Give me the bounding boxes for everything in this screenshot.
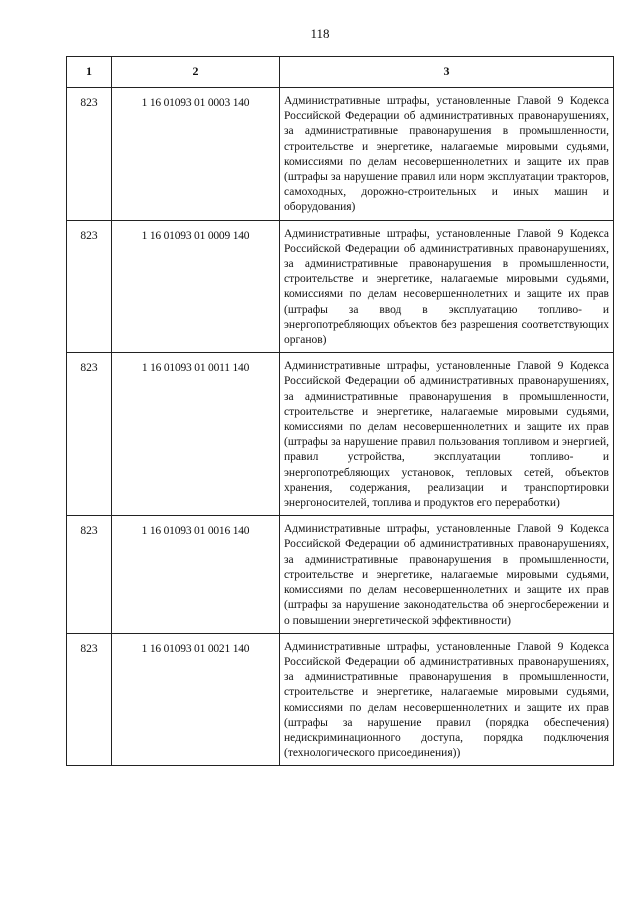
budget-code-cell: 1 16 01093 01 0016 140 (112, 516, 280, 633)
budget-code-cell: 1 16 01093 01 0009 140 (112, 220, 280, 353)
table-row (67, 516, 614, 633)
budget-code-cell: 1 16 01093 01 0003 140 (112, 88, 280, 221)
column-header-3: 3 (280, 57, 614, 88)
agency-code-cell: 823 (67, 516, 112, 633)
table-row (67, 633, 614, 766)
page-number: 118 (310, 26, 330, 41)
description-cell: Административные штрафы, установленные Главой 9 Кодекса Российской Федерации об административных правонарушениях, за административные правонарушения в промышленности, строительстве и энергетике, налагаемые мировыми судьями, комиссиями по делам несовершеннолетних и защите их прав (штрафы за нарушение законодательства об энергосбережении и о повышении энергетической эффективности) (280, 516, 614, 633)
budget-code-cell: 1 16 01093 01 0011 140 (112, 353, 280, 516)
agency-code-cell: 823 (67, 88, 112, 221)
table-header-row (67, 57, 614, 88)
description-cell: Административные штрафы, установленные Главой 9 Кодекса Российской Федерации об административных правонарушениях, за административные правонарушения в промышленности, строительстве и энергетике, налагаемые мировыми судьями, комиссиями по делам несовершеннолетних и защите их прав (штрафы за ввод в эксплуатацию топливо- и энергопотребляющих объектов без разрешения соответствующих органов) (280, 220, 614, 353)
table-row (67, 88, 614, 221)
table-row (67, 353, 614, 516)
column-header-2: 2 (112, 57, 280, 88)
description-cell: Административные штрафы, установленные Главой 9 Кодекса Российской Федерации об административных правонарушениях, за административные правонарушения в промышленности, строительстве и энергетике, налагаемые мировыми судьями, комиссиями по делам несовершеннолетних и защите их прав (штрафы за нарушение правил (порядка обеспечения) недискриминационного доступа, порядка подключения (технологического присоединения)) (280, 633, 614, 766)
agency-code-cell: 823 (67, 633, 112, 766)
agency-code-cell: 823 (67, 220, 112, 353)
budget-code-cell: 1 16 01093 01 0021 140 (112, 633, 280, 766)
description-cell: Административные штрафы, установленные Главой 9 Кодекса Российской Федерации об административных правонарушениях, за административные правонарушения в промышленности, строительстве и энергетике, налагаемые мировыми судьями, комиссиями по делам несовершеннолетних и защите их прав (штрафы за нарушение правил или норм эксплуатации тракторов, самоходных, дорожно-строительных и иных машин и оборудования) (280, 88, 614, 221)
agency-code-cell: 823 (67, 353, 112, 516)
column-header-1: 1 (67, 57, 112, 88)
description-cell: Административные штрафы, установленные Главой 9 Кодекса Российской Федерации об административных правонарушениях, за административные правонарушения в промышленности, строительстве и энергетике, налагаемые мировыми судьями, комиссиями по делам несовершеннолетних и защите их прав (штрафы за нарушение правил пользования топливом и энергией, правил устройства, эксплуатации топливо- и энергопотребляющих установок, тепловых сетей, объектов хранения, содержания, реализации и транспортировки энергоносителей, топлива и продуктов его переработки) (280, 353, 614, 516)
table-row (67, 220, 614, 353)
budget-codes-table (66, 56, 614, 766)
